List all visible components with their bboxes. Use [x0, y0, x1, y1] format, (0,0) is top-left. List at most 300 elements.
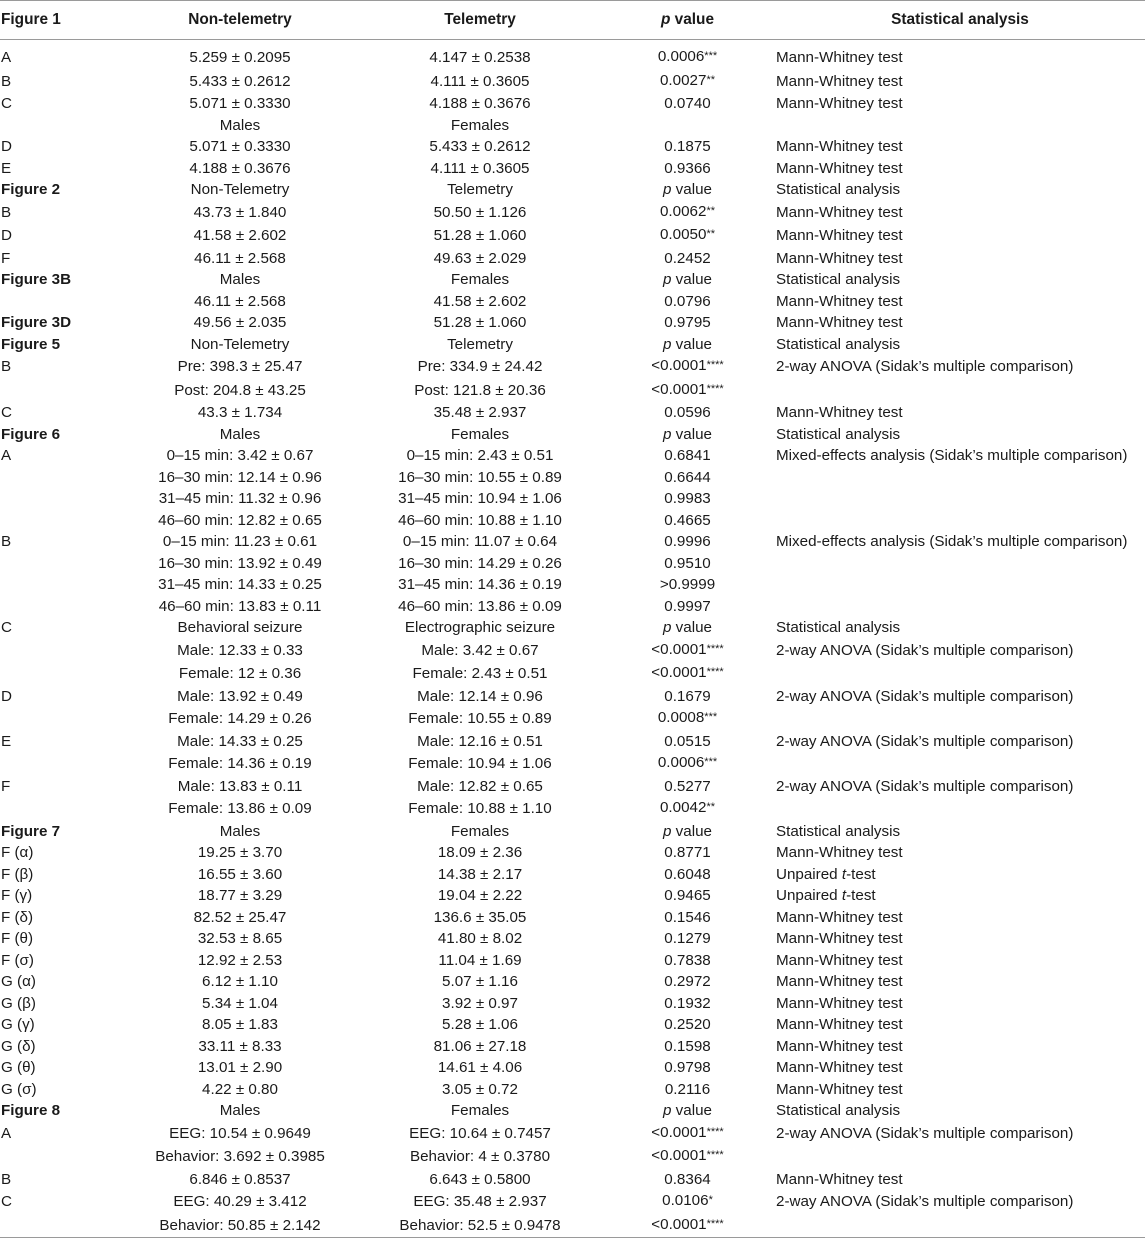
row-label: B — [1, 72, 12, 90]
row-label: F (γ) — [1, 887, 33, 904]
cell-group-2: 31–45 min: 14.36 ± 0.19 — [398, 576, 562, 593]
table-row — [0, 1145, 1145, 1169]
table-row — [0, 1214, 1145, 1238]
p-value-number: <0.0001 — [651, 1215, 707, 1233]
p-value-number: 0.0796 — [664, 292, 711, 310]
cell-group-2: 41.80 ± 8.02 — [437, 930, 523, 947]
p-value-number: 0.0042 — [659, 799, 707, 816]
cell-group-1: Female: 14.36 ± 0.19 — [168, 755, 312, 772]
cell-statistical-analysis — [775, 574, 1145, 596]
row-label: A — [1, 447, 12, 464]
cell-p-value — [600, 424, 775, 446]
cell-p-value — [600, 993, 775, 1015]
cell-p-value — [600, 707, 775, 731]
p-value-number: 0.1279 — [664, 930, 711, 947]
table-row — [0, 1057, 1145, 1079]
cell-p-value — [600, 1014, 775, 1036]
cell-group-2: Behavior: 4 ± 0.3780 — [409, 1148, 551, 1165]
cell-group-1: 18.77 ± 3.29 — [197, 887, 283, 904]
cell-group-1: 46–60 min: 12.82 ± 0.65 — [158, 511, 322, 529]
cell-group-2: Females — [450, 116, 510, 134]
cell-p-value — [600, 269, 775, 291]
p-italic: p — [663, 1102, 672, 1119]
row-label: B — [1, 533, 12, 550]
cell-statistical-analysis: Mann-Whitney test — [776, 203, 903, 221]
p-italic: p — [663, 425, 672, 443]
table-row — [0, 993, 1145, 1015]
cell-p-value — [600, 885, 775, 907]
cell-group-2: 14.61 ± 4.06 — [437, 1059, 523, 1076]
analysis-text: Unpaired — [776, 887, 842, 904]
cell-statistical-analysis: Mann-Whitney test — [776, 1059, 903, 1076]
cell-statistical-analysis — [775, 707, 1145, 731]
table-row — [0, 1190, 1145, 1214]
cell-p-value — [600, 467, 775, 489]
header-p-rest: value — [670, 11, 715, 28]
cell-group-1: 46.11 ± 2.568 — [194, 249, 286, 267]
cell-statistical-analysis — [775, 596, 1145, 618]
cell-statistical-analysis — [775, 115, 1145, 137]
cell-p-value — [600, 1100, 775, 1122]
row-label — [0, 467, 120, 489]
cell-group-1: 5.433 ± 0.2612 — [189, 72, 291, 90]
row-label — [0, 1214, 120, 1238]
cell-group-2: Behavior: 52.5 ± 0.9478 — [360, 1214, 600, 1238]
cell-statistical-analysis: Statistical analysis — [776, 619, 901, 636]
cell-group-2: Electrographic seizure — [404, 619, 556, 636]
cell-group-2: 19.04 ± 2.22 — [437, 887, 523, 904]
significance-stars: *** — [704, 711, 718, 723]
cell-group-2: 0–15 min: 2.43 ± 0.51 — [406, 447, 554, 464]
cell-group-2: Female: 10.94 ± 1.06 — [408, 755, 552, 772]
cell-statistical-analysis: Statistical analysis — [776, 181, 901, 198]
cell-p-value — [600, 201, 775, 225]
row-label — [0, 379, 120, 403]
table-row — [0, 291, 1145, 313]
table-row — [0, 402, 1145, 424]
cell-statistical-analysis — [775, 797, 1145, 821]
cell-statistical-analysis: Mann-Whitney test — [776, 292, 903, 310]
cell-group-1: 8.05 ± 1.83 — [202, 1016, 278, 1033]
cell-group-2: Male: 12.82 ± 0.65 — [417, 777, 543, 795]
cell-group-2: Female: 10.55 ± 0.89 — [408, 710, 552, 727]
cell-statistical-analysis: Mixed-effects analysis (Sidak’s multiple comparison) — [776, 533, 1128, 550]
table-row — [0, 1014, 1145, 1036]
cell-group-1: Males — [219, 425, 261, 443]
cell-group-1: Male: 13.83 ± 0.11 — [177, 777, 303, 795]
cell-group-1: Male: 12.33 ± 0.33 — [177, 641, 303, 659]
cell-p-value — [600, 797, 775, 821]
p-value-number: 0.8364 — [664, 1170, 711, 1188]
table-row — [0, 70, 1145, 94]
p-value-number: 0.9983 — [664, 490, 711, 507]
table-row — [0, 424, 1145, 446]
cell-p-value — [600, 158, 775, 180]
cell-p-value — [600, 821, 775, 843]
cell-group-2: 51.28 ± 1.060 — [433, 227, 527, 244]
cell-p-value — [600, 1036, 775, 1058]
cell-group-1: 5.071 ± 0.3330 — [189, 95, 291, 112]
cell-statistical-analysis — [775, 662, 1145, 686]
cell-group-1: 41.58 ± 2.602 — [193, 227, 287, 244]
row-label: A — [1, 1124, 12, 1142]
cell-p-value — [600, 752, 775, 776]
cell-p-value — [600, 70, 775, 94]
cell-group-2: Male: 12.16 ± 0.51 — [417, 732, 543, 750]
cell-group-1: 4.22 ± 0.80 — [202, 1080, 278, 1098]
cell-group-1: Males — [219, 116, 261, 134]
table-row — [0, 1122, 1145, 1146]
cell-p-value — [600, 731, 775, 753]
cell-group-2: 46–60 min: 10.88 ± 1.10 — [398, 511, 562, 529]
p-value-number: 0.0515 — [664, 732, 711, 750]
table-row — [0, 928, 1145, 950]
row-label: Figure 3B — [1, 271, 72, 288]
significance-stars: **** — [706, 666, 724, 678]
p-value-number: <0.0001 — [651, 664, 707, 681]
p-italic: p — [663, 181, 672, 198]
cell-group-1: 0–15 min: 3.42 ± 0.67 — [166, 447, 314, 464]
p-value-number: 0.9465 — [664, 887, 711, 904]
cell-group-1: Behavior: 3.692 ± 0.3985 — [155, 1148, 325, 1165]
cell-group-2: 5.433 ± 0.2612 — [429, 138, 531, 155]
p-rest: value — [671, 1102, 712, 1119]
header-p-italic: p — [660, 11, 671, 28]
row-label — [0, 510, 120, 532]
p-value-number: 0.1932 — [664, 994, 711, 1012]
p-value-number: 0.5277 — [664, 777, 711, 795]
cell-group-2: 46–60 min: 13.86 ± 0.09 — [398, 597, 562, 615]
cell-statistical-analysis: Mann-Whitney test — [776, 951, 903, 969]
p-value-number: 0.6644 — [664, 468, 711, 486]
table-row — [0, 334, 1145, 356]
cell-group-2: 5.07 ± 1.16 — [442, 973, 518, 990]
cell-statistical-analysis: Mann-Whitney test — [776, 908, 903, 926]
p-rest: value — [671, 619, 712, 636]
table-row — [0, 269, 1145, 291]
row-label: C — [1, 1193, 12, 1210]
p-value-number: 0.1679 — [664, 687, 711, 705]
cell-p-value — [600, 224, 775, 248]
p-value-number: <0.0001 — [651, 640, 707, 658]
cell-statistical-analysis — [775, 510, 1145, 532]
row-label — [0, 639, 120, 663]
cell-group-2: Females — [450, 425, 510, 443]
cell-group-1: Males — [219, 271, 261, 288]
cell-p-value — [600, 971, 775, 993]
row-label: F (θ) — [1, 930, 34, 947]
cell-group-1: 13.01 ± 2.90 — [197, 1059, 283, 1076]
table-row — [0, 1036, 1145, 1058]
row-label: G (γ) — [1, 1016, 35, 1033]
cell-group-2: 4.111 ± 0.3605 — [430, 72, 530, 90]
cell-group-2: 3.05 ± 0.72 — [442, 1080, 518, 1098]
table-row — [0, 776, 1145, 798]
cell-group-2: 41.58 ± 2.602 — [433, 292, 527, 310]
cell-statistical-analysis: Mann-Whitney test — [776, 404, 903, 421]
table-row — [0, 445, 1145, 467]
cell-p-value — [600, 776, 775, 798]
p-value-number: >0.9999 — [659, 576, 716, 593]
cell-group-1: 5.071 ± 0.3330 — [189, 138, 291, 155]
cell-statistical-analysis: Mann-Whitney test — [776, 159, 903, 177]
p-value-number: <0.0001 — [651, 1147, 707, 1164]
p-value-number: 0.0027 — [659, 71, 707, 89]
row-label — [0, 291, 120, 313]
table-row — [0, 201, 1145, 225]
cell-group-1: 12.92 ± 2.53 — [197, 951, 283, 969]
cell-statistical-analysis: 2-way ANOVA (Sidak’s multiple comparison) — [776, 732, 1074, 750]
table-row — [0, 596, 1145, 618]
cell-p-value — [600, 842, 775, 864]
table-row — [0, 136, 1145, 158]
row-label — [0, 553, 120, 575]
cell-group-2: Post: 121.8 ± 20.36 — [414, 381, 546, 399]
cell-group-2: 6.643 ± 0.5800 — [429, 1170, 531, 1188]
cell-group-2: 16–30 min: 10.55 ± 0.89 — [398, 468, 562, 486]
p-value-number: 0.2972 — [664, 973, 711, 990]
cell-statistical-analysis: Statistical analysis — [776, 425, 901, 443]
significance-stars: *** — [704, 756, 718, 768]
p-value-number: 0.1875 — [664, 138, 711, 155]
significance-stars: **** — [706, 382, 724, 395]
cell-group-1: 32.53 ± 8.65 — [197, 930, 283, 947]
cell-p-value — [600, 402, 775, 424]
cell-p-value — [600, 445, 775, 467]
cell-p-value — [600, 1057, 775, 1079]
cell-statistical-analysis: Mann-Whitney test — [776, 95, 903, 112]
row-label — [0, 596, 120, 618]
p-rest: value — [671, 335, 712, 353]
row-label — [0, 797, 120, 821]
table-row — [0, 617, 1145, 639]
cell-group-2: Male: 3.42 ± 0.67 — [421, 641, 539, 659]
row-label: Figure 6 — [1, 425, 61, 443]
table-row — [0, 971, 1145, 993]
p-value-number: <0.0001 — [651, 1123, 707, 1141]
cell-p-value — [600, 639, 775, 663]
cell-p-value — [600, 312, 775, 334]
cell-group-1: 5.34 ± 1.04 — [202, 994, 278, 1012]
table-row — [0, 907, 1145, 929]
table-body — [0, 40, 1145, 1238]
significance-stars: ** — [706, 204, 715, 217]
cell-p-value — [600, 1122, 775, 1146]
cell-group-1: 31–45 min: 14.33 ± 0.25 — [158, 576, 322, 593]
cell-statistical-analysis: Statistical analysis — [776, 335, 901, 353]
cell-statistical-analysis — [775, 885, 1145, 907]
row-label: E — [1, 159, 12, 177]
row-label: B — [1, 203, 12, 221]
table-row — [0, 731, 1145, 753]
cell-statistical-analysis: Mann-Whitney test — [776, 314, 903, 331]
cell-group-1: 43.73 ± 1.840 — [193, 203, 287, 221]
table-row — [0, 179, 1145, 201]
cell-group-1: EEG: 10.54 ± 0.9649 — [169, 1124, 311, 1142]
cell-group-2: 0–15 min: 11.07 ± 0.64 — [402, 533, 558, 550]
row-label — [0, 1145, 120, 1169]
cell-statistical-analysis — [775, 467, 1145, 489]
cell-group-1: Male: 14.33 ± 0.25 — [177, 732, 303, 750]
cell-p-value — [600, 1145, 775, 1169]
cell-group-1: 33.11 ± 8.33 — [198, 1037, 282, 1055]
row-label: G (σ) — [1, 1080, 37, 1098]
cell-p-value — [600, 1214, 775, 1238]
significance-stars: **** — [706, 1149, 724, 1161]
cell-p-value — [600, 1190, 775, 1214]
cell-statistical-analysis: Mann-Whitney test — [776, 930, 903, 947]
cell-statistical-analysis: Mann-Whitney test — [776, 72, 903, 90]
cell-statistical-analysis: 2-way ANOVA (Sidak’s multiple comparison) — [776, 777, 1074, 795]
cell-p-value — [600, 864, 775, 886]
cell-p-value — [600, 574, 775, 596]
p-value-number: 0.1546 — [664, 908, 711, 926]
cell-group-1: Male: 13.92 ± 0.49 — [177, 687, 303, 705]
row-label — [0, 574, 120, 596]
header-row — [0, 1, 1145, 40]
cell-p-value — [600, 248, 775, 270]
cell-statistical-analysis: Mann-Whitney test — [776, 844, 903, 861]
cell-group-2: 3.92 ± 0.97 — [442, 994, 518, 1012]
cell-p-value — [600, 379, 775, 403]
row-label — [0, 752, 120, 776]
table-row — [0, 158, 1145, 180]
cell-group-1: 16–30 min: 13.92 ± 0.49 — [158, 554, 322, 572]
table-row — [0, 553, 1145, 575]
cell-statistical-analysis: Mixed-effects analysis (Sidak’s multiple comparison) — [776, 447, 1128, 464]
cell-statistical-analysis: Mann-Whitney test — [776, 49, 903, 66]
p-value-number: 0.0596 — [664, 404, 711, 421]
cell-group-1: 16.55 ± 3.60 — [197, 865, 283, 883]
table-row — [0, 379, 1145, 403]
cell-statistical-analysis: Mann-Whitney test — [776, 973, 903, 990]
p-value-number: <0.0001 — [651, 357, 707, 374]
table-row — [0, 224, 1145, 248]
row-label: F (δ) — [1, 908, 34, 926]
table-row — [0, 531, 1145, 553]
cell-group-1: 19.25 ± 3.70 — [197, 844, 283, 861]
cell-statistical-analysis — [775, 1145, 1145, 1169]
row-label — [0, 662, 120, 686]
significance-stars: *** — [704, 50, 718, 62]
cell-group-2: 4.147 ± 0.2538 — [429, 49, 531, 66]
row-label: F — [1, 249, 11, 267]
row-label — [0, 707, 120, 731]
cell-p-value — [600, 136, 775, 158]
row-label: D — [1, 227, 12, 244]
cell-group-1: 82.52 ± 25.47 — [193, 908, 287, 926]
cell-group-2: 18.09 ± 2.36 — [437, 844, 523, 861]
row-label: B — [1, 358, 12, 375]
p-value-number: 0.2520 — [664, 1016, 711, 1033]
cell-statistical-analysis: 2-way ANOVA (Sidak’s multiple comparison) — [776, 358, 1074, 375]
cell-p-value — [600, 291, 775, 313]
cell-group-1: 46.11 ± 2.568 — [194, 292, 286, 310]
cell-p-value — [600, 334, 775, 356]
cell-group-1: 4.188 ± 0.3676 — [189, 159, 291, 177]
p-italic: p — [663, 335, 672, 353]
cell-p-value — [600, 596, 775, 618]
cell-group-2: Female: 10.88 ± 1.10 — [408, 800, 552, 817]
p-italic: p — [663, 271, 672, 288]
cell-statistical-analysis: Mann-Whitney test — [776, 994, 903, 1012]
cell-group-1: Behavior: 50.85 ± 2.142 — [120, 1214, 360, 1238]
table-row — [0, 467, 1145, 489]
analysis-text-rest: -test — [846, 865, 876, 883]
table-row — [0, 248, 1145, 270]
row-label: F (β) — [1, 865, 34, 883]
significance-stars: ** — [706, 228, 715, 240]
row-label: Figure 2 — [1, 181, 61, 198]
cell-group-1: Non-Telemetry — [190, 335, 290, 353]
cell-p-value — [600, 1169, 775, 1191]
p-italic: p — [663, 822, 672, 840]
p-value-number: 0.6048 — [664, 865, 711, 883]
p-value-number: 0.7838 — [664, 951, 711, 969]
cell-statistical-analysis — [775, 752, 1145, 776]
cell-statistical-analysis: Mann-Whitney test — [776, 1080, 903, 1098]
table-row — [0, 752, 1145, 776]
cell-group-2: 35.48 ± 2.937 — [433, 404, 527, 421]
p-rest: value — [671, 181, 712, 198]
analysis-italic-t: t — [841, 865, 847, 883]
cell-group-1: 49.56 ± 2.035 — [193, 314, 287, 331]
cell-statistical-analysis: Mann-Whitney test — [776, 1170, 903, 1188]
significance-stars: **** — [706, 1125, 724, 1138]
row-label: D — [1, 687, 12, 705]
table-row — [0, 842, 1145, 864]
p-value-number: 0.0006 — [657, 48, 705, 65]
cell-group-1: 0–15 min: 11.23 ± 0.61 — [162, 533, 318, 550]
p-value-number: 0.0008 — [657, 709, 705, 726]
table-row — [0, 46, 1145, 70]
cell-group-2: Female: 2.43 ± 0.51 — [412, 665, 548, 682]
cell-group-2: 4.111 ± 0.3605 — [430, 159, 530, 177]
p-value-number: 0.0006 — [657, 754, 705, 771]
cell-statistical-analysis: Statistical analysis — [776, 1102, 901, 1119]
cell-group-2: 81.06 ± 27.18 — [433, 1037, 527, 1055]
table-row — [0, 115, 1145, 137]
significance-stars: **** — [706, 642, 724, 655]
cell-group-1: 6.12 ± 1.10 — [202, 973, 278, 990]
p-rest: value — [671, 271, 712, 288]
row-label: G (δ) — [1, 1037, 36, 1055]
significance-stars: * — [708, 1194, 713, 1206]
cell-group-2: EEG: 10.64 ± 0.7457 — [409, 1124, 551, 1142]
cell-group-1: Males — [219, 1102, 261, 1119]
cell-p-value — [600, 1079, 775, 1101]
table-row — [0, 797, 1145, 821]
cell-group-1: Males — [219, 822, 261, 840]
cell-statistical-analysis: Mann-Whitney test — [776, 1016, 903, 1033]
cell-statistical-analysis: 2-way ANOVA (Sidak’s multiple comparison) — [776, 1124, 1074, 1142]
row-label: Figure 5 — [1, 335, 61, 353]
cell-group-2: 50.50 ± 1.126 — [433, 203, 527, 221]
p-rest: value — [671, 425, 712, 443]
cell-statistical-analysis — [775, 1214, 1145, 1238]
header-telemetry: Telemetry — [360, 1, 600, 40]
row-label: C — [1, 95, 12, 112]
cell-statistical-analysis: 2-way ANOVA (Sidak’s multiple comparison) — [776, 641, 1074, 659]
cell-p-value — [600, 355, 775, 379]
cell-group-1: Female: 13.86 ± 0.09 — [168, 800, 312, 817]
cell-p-value — [600, 617, 775, 639]
header-statistical-analysis: Statistical analysis — [775, 1, 1145, 40]
cell-group-2: 49.63 ± 2.029 — [433, 249, 527, 267]
cell-group-2: EEG: 35.48 ± 2.937 — [413, 1193, 547, 1210]
p-value-number: 0.9996 — [664, 533, 711, 550]
row-label: F (α) — [1, 844, 34, 861]
